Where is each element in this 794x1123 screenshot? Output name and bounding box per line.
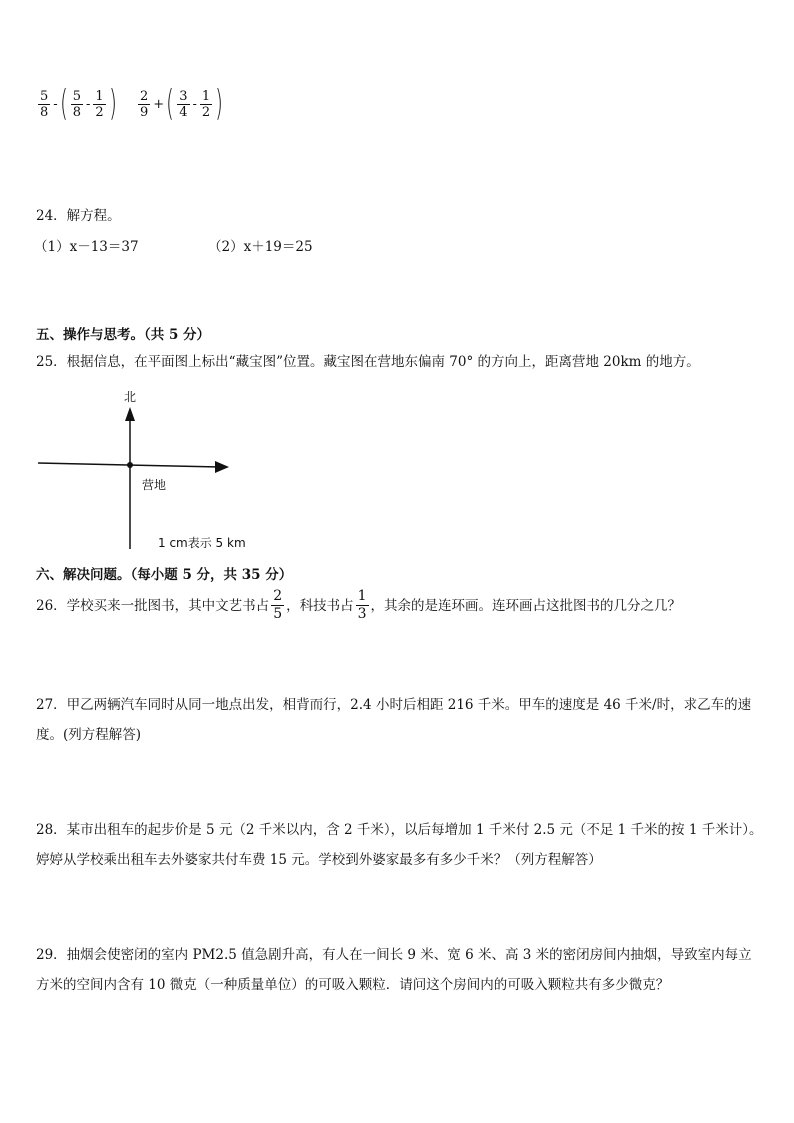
diagram-svg xyxy=(36,385,236,555)
camp-label: 营地 xyxy=(142,478,167,492)
question-24-title: 24．解方程。 xyxy=(36,208,121,224)
equation-1: （1）x－13＝37 xyxy=(34,239,139,255)
question-29-line-2: 方米的空间内含有 10 微克（一种质量单位）的可吸入颗粒．请问这个房间内的可吸入颗粒共有多少微克？ xyxy=(36,977,670,993)
east-arrowhead xyxy=(215,461,229,473)
question-26: 26．学校买来一批图书，其中文艺书占 $\frac{2}{5}$ ，科技书占 $\frac{1}{3}$ ，其余的是连环画。连环画占这批图书的几分之几？ xyxy=(36,588,682,622)
fraction: $\frac{5}{8}$ xyxy=(40,88,49,120)
scale-label: 1 cm表示 5 km xyxy=(158,536,246,550)
north-arrowhead xyxy=(125,407,135,421)
expression-1: $\frac{5}{8}$ - ( $\frac{5}{8}$ - $\frac{1}{2}$ ) xyxy=(40,83,117,124)
expression-2: $\frac{2}{9}$ + ( $\frac{3}{4}$ - $\frac{1}{2}$ ) xyxy=(140,83,224,124)
right-paren: ) xyxy=(215,83,224,124)
question-25: 25．根据信息，在平面图上标出“藏宝图”位置。藏宝图在营地东偏南 70° 的方向上，距离营地 20km 的地方。 xyxy=(36,354,700,370)
question-28-line-1: 28．某市出租车的起步价是 5 元（2 千米以内，含 2 千米），以后每增加 1 千米付 2.5 元（不足 1 千米的按 1 千米计）。 xyxy=(36,822,763,838)
fraction: $\frac{2}{5}$ xyxy=(273,588,283,622)
question-29-line-1: 29．抽烟会使密闭的室内 PM2.5 值急剧升高，有人在一间长 9 米、宽 6 米、高 3 米的密闭房间内抽烟，导致室内每立 xyxy=(36,947,752,963)
right-paren: ) xyxy=(108,83,117,124)
fraction: $\frac{1}{2}$ xyxy=(201,88,211,120)
left-paren: ( xyxy=(166,83,175,124)
question-28-line-2: 婷婷从学校乘出租车去外婆家共付车费 15 元。学校到外婆家最多有多少千米？（列方程解答） xyxy=(36,852,602,868)
north-label: 北 xyxy=(124,390,137,404)
fraction: $\frac{3}{4}$ xyxy=(179,88,188,120)
fraction: $\frac{5}{8}$ xyxy=(72,88,82,120)
question-27-line-2: 度。(列方程解答) xyxy=(36,727,142,743)
equation-2: （2）x＋19＝25 xyxy=(208,239,313,255)
section-5-heading: 五、操作与思考。（共 5 分） xyxy=(36,327,211,343)
camp-point xyxy=(127,462,133,468)
fraction: $\frac{2}{9}$ xyxy=(140,88,149,120)
left-paren: ( xyxy=(59,83,68,124)
fraction: $\frac{1}{2}$ xyxy=(95,88,104,120)
fraction: $\frac{1}{3}$ xyxy=(357,588,367,622)
question-27-line-1: 27．甲乙两辆汽车同时从同一地点出发，相背而行，2.4 小时后相距 216 千米。甲车的速度是 46 千米/时，求乙车的速 xyxy=(36,697,752,713)
section-6-heading: 六、解决问题。（每小题 5 分，共 35 分） xyxy=(36,567,293,583)
compass-diagram xyxy=(36,385,246,555)
